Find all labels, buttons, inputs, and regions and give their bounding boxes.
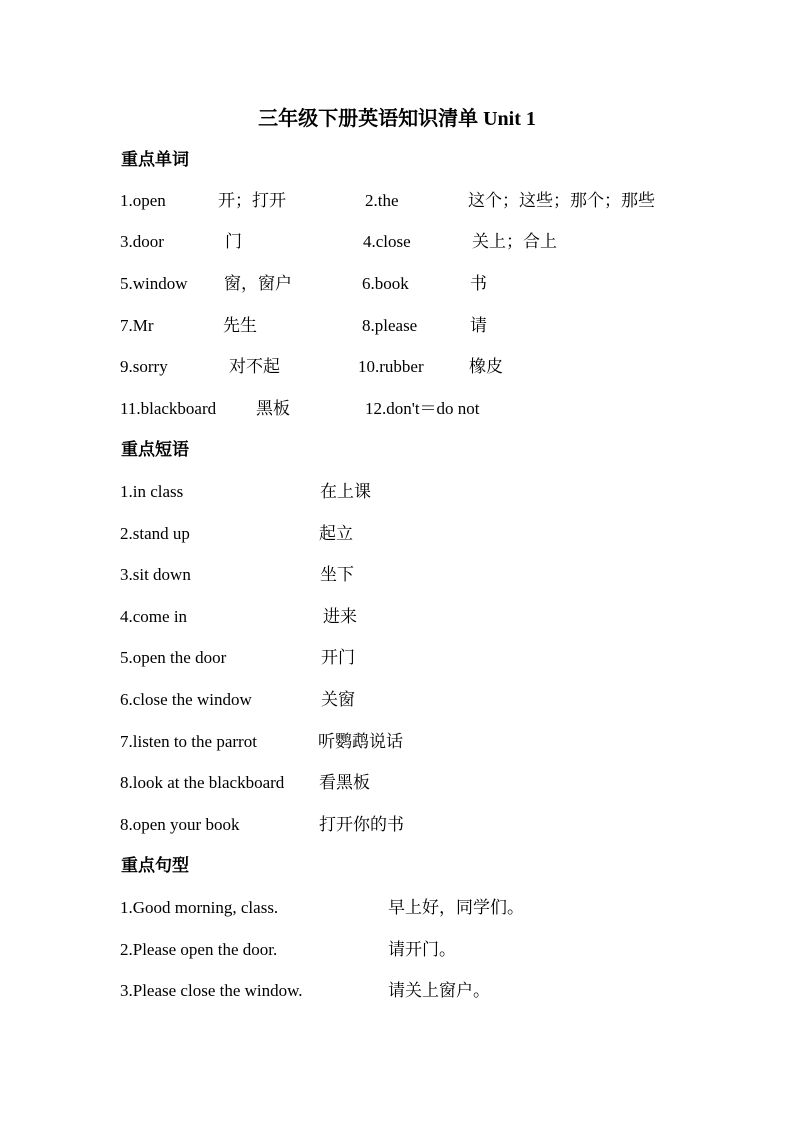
phrase-english: 1.in class [120,482,184,501]
phrase-english: 8.open your book [120,815,240,834]
section-heading-words: 重点单词 [121,150,189,169]
phrase-row [0,731,794,753]
sentence-row [0,939,794,961]
phrase-english: 2.stand up [120,524,190,543]
phrase-row [0,647,794,669]
word-english: 10.rubber [358,357,424,376]
word-chinese: 门 [225,232,242,251]
phrase-chinese: 打开你的书 [319,815,404,834]
word-english: 8.please [362,316,418,335]
word-row [0,231,794,253]
word-chinese: 橡皮 [469,357,503,376]
document-title: 三年级下册英语知识清单 Unit 1 [258,108,536,130]
phrase-english: 7.listen to the parrot [120,732,257,751]
phrase-chinese: 听鹦鹉说话 [318,732,403,751]
word-english: 6.book [362,274,409,293]
phrase-english: 8.look at the blackboard [120,773,285,792]
word-chinese: 开；打开 [218,191,286,210]
sentence-english: 2.Please open the door. [120,940,278,959]
word-english: 5.window [120,274,188,293]
word-chinese: 窗，窗户 [224,274,292,293]
phrase-chinese: 看黑板 [319,773,370,792]
phrase-row [0,689,794,711]
phrase-english: 4.come in [120,607,188,626]
word-chinese: 关上；合上 [472,232,557,251]
phrase-row [0,772,794,794]
word-row [0,356,794,378]
word-row [0,398,794,420]
word-english: 9.sorry [120,357,168,376]
sentence-chinese: 请开门。 [388,940,456,959]
phrase-chinese: 关窗 [321,690,355,709]
phrase-row [0,564,794,586]
sentence-row [0,897,794,919]
phrase-english: 6.close the window [120,690,252,709]
word-chinese: 对不起 [229,357,280,376]
sentence-english: 1.Good morning, class. [120,898,279,917]
word-english: 4.close [363,232,411,251]
sentence-english: 3.Please close the window. [120,981,303,1000]
word-english: 1.open [120,191,166,210]
word-row [0,315,794,337]
sentence-chinese: 早上好，同学们。 [388,898,524,917]
phrase-chinese: 开门 [321,648,355,667]
phrase-chinese: 在上课 [320,482,371,501]
word-row [0,273,794,295]
word-english: 11.blackboard [120,399,217,418]
word-english: 12.don't＝do not [365,399,480,418]
phrase-row [0,606,794,628]
word-english: 3.door [120,232,164,251]
phrase-chinese: 坐下 [320,565,354,584]
sentence-chinese: 请关上窗户。 [388,981,490,1000]
phrase-row [0,481,794,503]
word-chinese: 这个；这些；那个；那些 [468,191,655,210]
word-chinese: 书 [470,274,487,293]
word-chinese: 黑板 [256,399,290,418]
phrase-english: 3.sit down [120,565,191,584]
phrase-chinese: 起立 [319,524,353,543]
section-heading-sentences: 重点句型 [121,856,189,875]
word-chinese: 先生 [223,316,257,335]
word-english: 2.the [365,191,399,210]
phrase-english: 5.open the door [120,648,227,667]
phrase-row [0,814,794,836]
word-english: 7.Mr [120,316,154,335]
phrase-chinese: 进来 [323,607,357,626]
section-heading-phrases: 重点短语 [121,440,189,459]
word-row [0,190,794,212]
word-chinese: 请 [470,316,487,335]
sentence-row [0,980,794,1002]
phrase-row [0,523,794,545]
